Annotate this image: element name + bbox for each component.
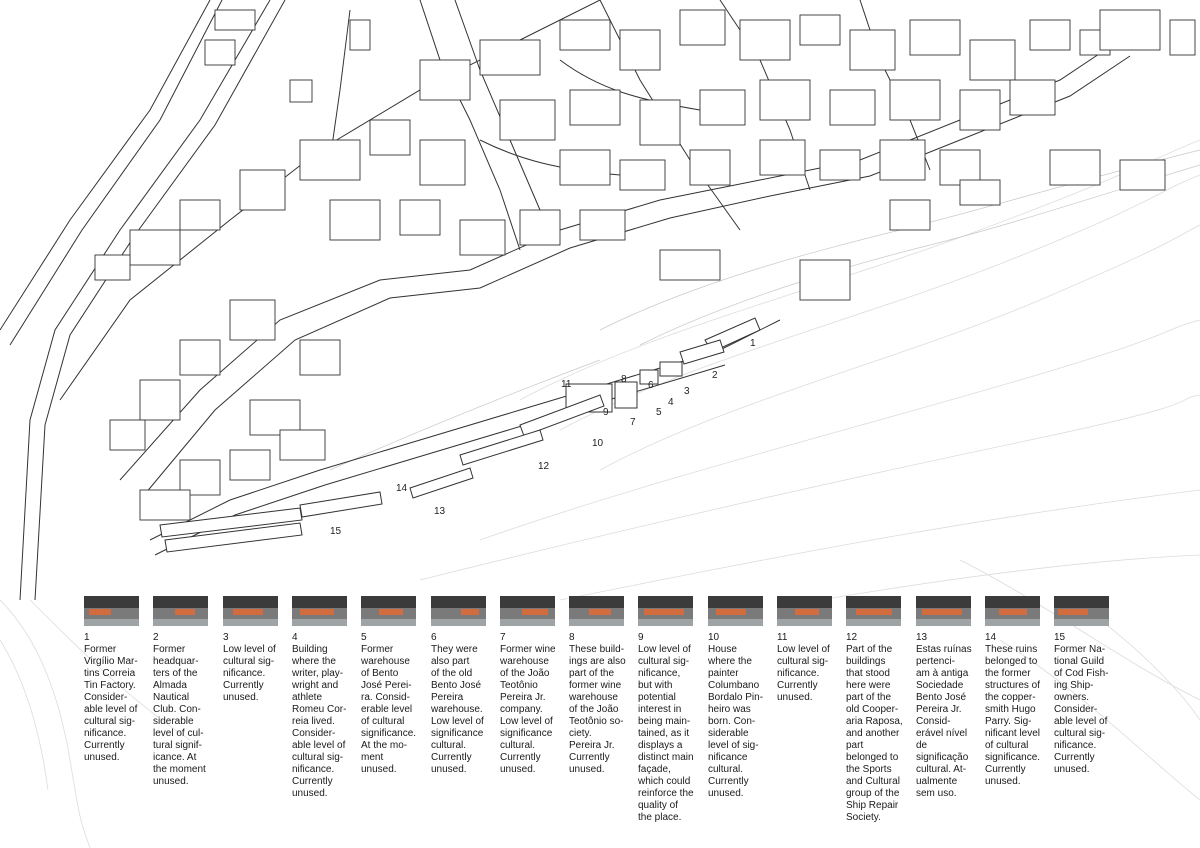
legend-thumbnail-3 [223,596,278,626]
legend-item-10 [708,596,770,800]
legend-text-6: 6 They were also part of the old Bento José Pereira warehouse. Low level of significance cultural. Currently unused. [431,632,484,775]
legend-thumbnail-2 [153,596,208,626]
legend-item-3 [223,596,285,704]
building-legend [84,596,1124,846]
map-label-13: 13 [434,506,446,517]
legend-thumbnail-11 [777,596,832,626]
legend-thumbnail-5 [361,596,416,626]
buildings [95,10,1195,520]
legend-item-13 [916,596,978,800]
legend-item-5 [361,596,423,776]
map-label-4: 4 [668,397,674,408]
map-label-7: 7 [630,417,636,428]
legend-thumbnail-14 [985,596,1040,626]
map-label-14: 14 [396,483,408,494]
legend-item-14 [985,596,1047,788]
map-label-1: 1 [750,338,756,349]
legend-item-6 [431,596,493,776]
map-label-12: 12 [538,461,550,472]
legend-text-12: 12 Part of the buildings that stood here were part of the old Cooper- aria Raposa, and another part belonged to the Sports and Cultural group of the Ship Repair Society. [846,632,903,823]
map-label-11: 11 [561,379,572,390]
legend-thumbnail-10 [708,596,763,626]
legend-text-5: 5 Former warehouse of Bento José Perei- ra. Consid- erable level of cultural significance. At the mo- ment unused. [361,632,417,775]
legend-text-8: 8 These build- ings are also part of the former wine warehouse of the João Teotônio so- ciety. Pereira Jr. Currently unused. [569,632,626,775]
building-number-labels [330,338,756,537]
legend-item-9 [638,596,700,824]
legend-thumbnail-4 [292,596,347,626]
legend-thumbnail-9 [638,596,693,626]
legend-text-4: 4 Building where the writer, play- wright and athlete Romeu Cor- reia lived. Consider- able level of cultural sig- nificance. Currently unused. [292,632,347,799]
map-label-9: 9 [603,407,609,418]
legend-item-2 [153,596,215,788]
shoreline-detail [330,150,1200,470]
legend-text-7: 7 Former wine warehouse of the João Teotônio Pereira Jr. company. Low level of significance cultural. Currently unused. [500,632,556,775]
map-label-8: 8 [621,374,627,385]
legend-text-10: 10 House where the painter Columbano Bordalo Pin- heiro was born. Con- siderable level of sig- nificance cultural. Currently unused. [708,632,764,799]
legend-thumbnail-8 [569,596,624,626]
legend-item-1 [84,596,146,764]
legend-thumbnail-12 [846,596,901,626]
map-label-15: 15 [330,526,342,537]
legend-item-8 [569,596,631,776]
legend-item-15 [1054,596,1116,776]
map-label-5: 5 [656,407,662,418]
legend-item-11 [777,596,839,704]
legend-thumbnail-7 [500,596,555,626]
map-label-6: 6 [648,380,654,391]
legend-item-7 [500,596,562,776]
legend-text-3: 3 Low level of cultural sig- nificance. Currently unused. [223,632,276,703]
legend-thumbnail-6 [431,596,486,626]
legend-text-9: 9 Low level of cultural sig- nificance, but with potential interest in being main- tained, as it displays a distinct main façade, which could reinforce the quality of the place. [638,632,694,823]
map-label-2: 2 [712,370,718,381]
legend-thumbnail-1 [84,596,139,626]
legend-text-2: 2 Former headquar- ters of the Almada Nautical Club. Con- siderable level of cul- tural signif- icance. At the moment unused. [153,632,206,787]
map-label-10: 10 [592,438,604,449]
legend-text-14: 14 These ruins belonged to the former structures of the copper- smith Hugo Parry. Sig- nificant level of cultural significance. Currently unused. [985,632,1041,787]
legend-thumbnail-15 [1054,596,1109,626]
map-label-3: 3 [684,386,690,397]
legend-item-4 [292,596,354,800]
legend-text-15: 15 Former Na- tional Guild of Cod Fish- ing Ship- owners. Consider- able level of cultural sig- nificance. Currently unused. [1054,632,1109,775]
legend-text-1: 1 Former Virgílio Mar- tins Correia Tin Factory. Consider- able level of cultural sig- nificance. Currently unused. [84,632,138,763]
legend-text-13: 13 Estas ruínas pertenci- am à antiga Sociedade Bento José Pereira Jr. Consid- erável nível de significação cultural. At- ualmente sem uso. [916,632,972,799]
legend-thumbnail-13 [916,596,971,626]
legend-text-11: 11 Low level of cultural sig- nificance. Currently unused. [777,632,830,703]
legend-item-12 [846,596,908,824]
